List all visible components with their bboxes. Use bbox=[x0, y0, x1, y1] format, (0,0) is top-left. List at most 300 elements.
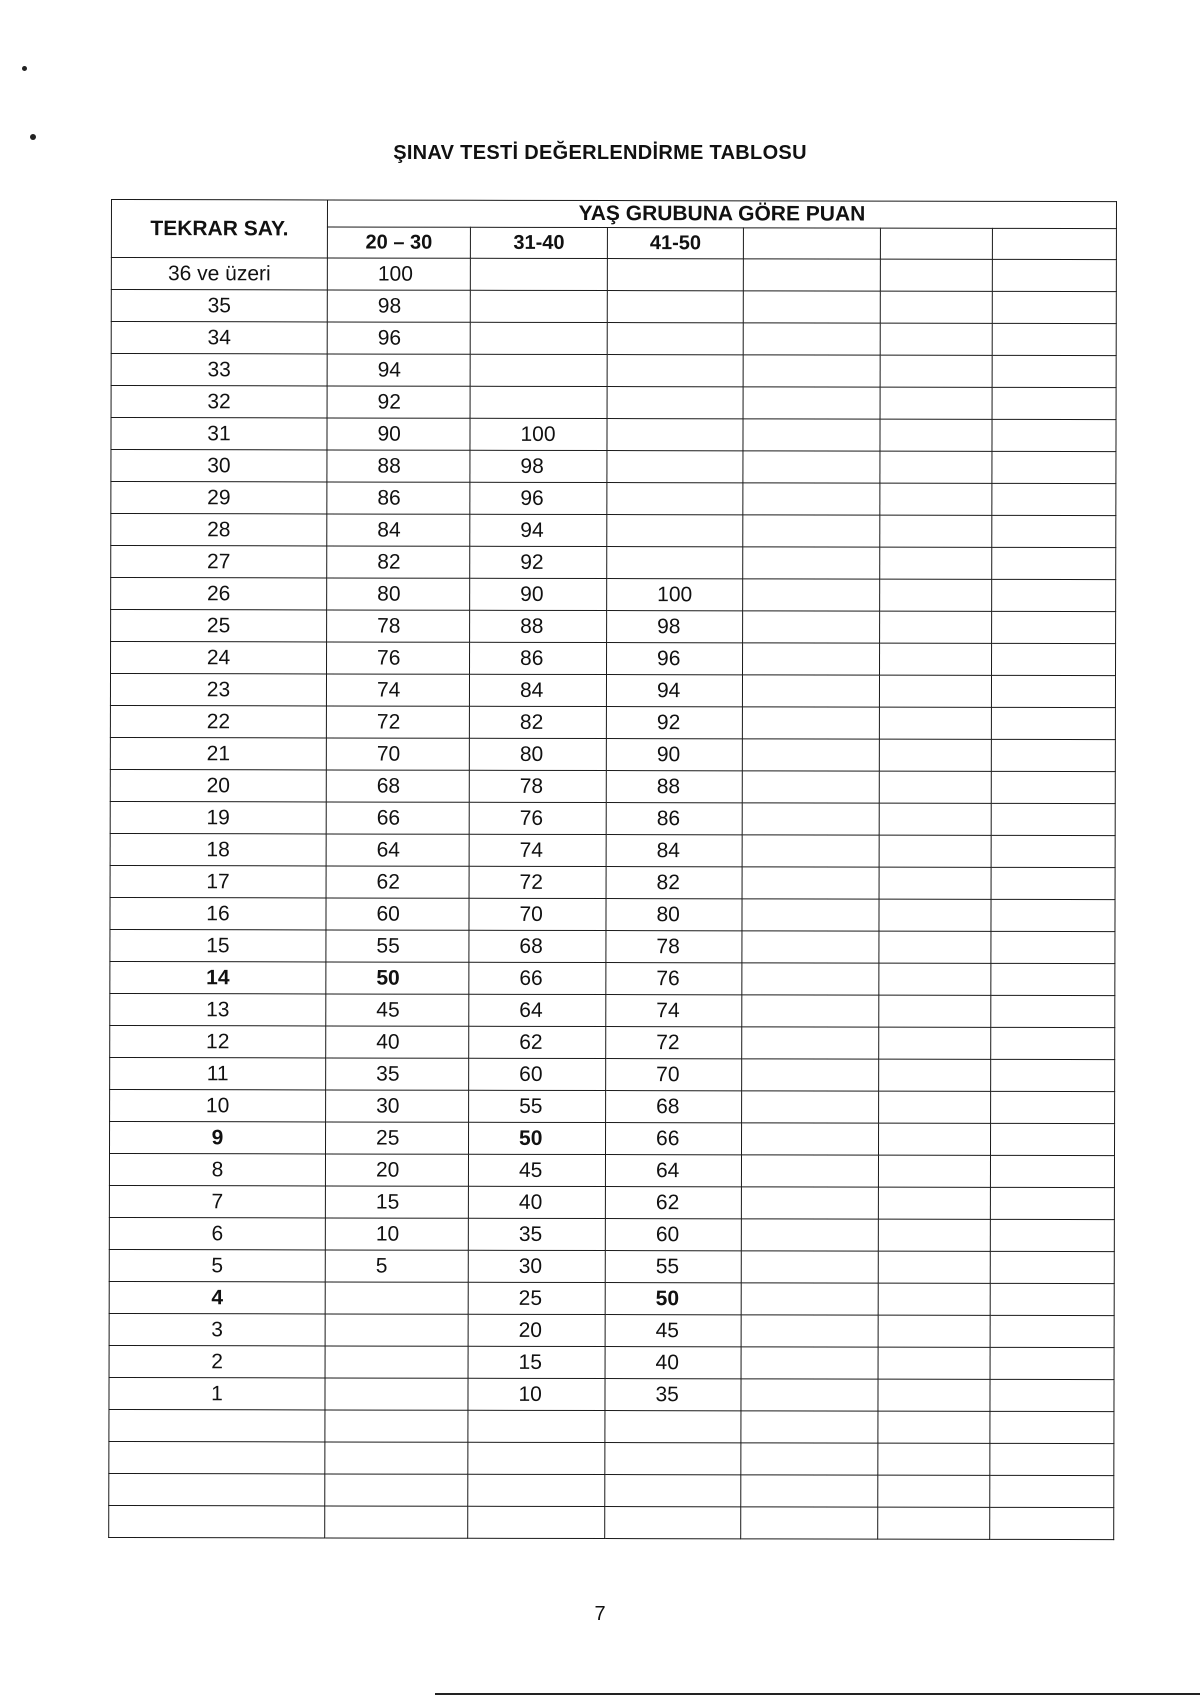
score-cell-20-30: 10 bbox=[325, 1218, 468, 1250]
empty-cell bbox=[743, 419, 880, 451]
empty-cell bbox=[741, 1155, 878, 1187]
empty-cell bbox=[741, 1283, 878, 1315]
empty-cell bbox=[741, 1379, 878, 1411]
score-cell-41-50 bbox=[607, 323, 743, 355]
score-cell-41-50: 64 bbox=[605, 1155, 741, 1187]
empty-cell bbox=[743, 355, 880, 387]
score-cell-41-50 bbox=[607, 483, 743, 515]
rep-count-cell: 23 bbox=[110, 674, 326, 706]
score-cell-41-50 bbox=[607, 419, 743, 451]
empty-cell bbox=[742, 803, 879, 835]
empty-cell bbox=[742, 1091, 879, 1123]
score-cell-41-50 bbox=[607, 547, 743, 579]
score-cell-41-50: 80 bbox=[606, 899, 742, 931]
table-row bbox=[110, 1089, 1115, 1123]
rep-count-cell bbox=[109, 1505, 325, 1537]
score-cell-41-50: 96 bbox=[607, 643, 743, 675]
score-cell-20-30: 70 bbox=[326, 738, 469, 770]
score-cell-41-50: 66 bbox=[605, 1123, 741, 1155]
empty-cell bbox=[992, 291, 1116, 323]
table-row bbox=[111, 610, 1116, 644]
empty-cell bbox=[741, 1347, 878, 1379]
rep-count-cell: 5 bbox=[109, 1249, 325, 1281]
empty-cell bbox=[742, 1059, 879, 1091]
rep-count-cell: 6 bbox=[109, 1217, 325, 1249]
empty-cell bbox=[990, 1315, 1114, 1347]
empty-cell bbox=[992, 355, 1116, 387]
table-row bbox=[111, 642, 1116, 676]
empty-cell bbox=[990, 1507, 1114, 1539]
empty-cell bbox=[991, 707, 1115, 739]
table-row bbox=[110, 897, 1115, 931]
table-row bbox=[111, 418, 1116, 452]
score-cell-31-40: 30 bbox=[468, 1250, 605, 1282]
empty-cell bbox=[990, 1443, 1114, 1475]
empty-cell bbox=[878, 1379, 990, 1411]
empty-cell bbox=[879, 1059, 991, 1091]
score-cell-41-50: 35 bbox=[605, 1379, 741, 1411]
score-cell-31-40: 60 bbox=[469, 1058, 606, 1090]
empty-cell bbox=[741, 1219, 878, 1251]
score-cell-20-30: 15 bbox=[325, 1186, 468, 1218]
table-row bbox=[110, 1121, 1115, 1155]
header-age-group: YAŞ GRUBUNA GÖRE PUAN bbox=[327, 200, 1116, 229]
score-cell-31-40: 20 bbox=[468, 1314, 605, 1346]
score-cell-31-40: 45 bbox=[468, 1154, 605, 1186]
column-header bbox=[880, 228, 992, 259]
score-cell-41-50: 78 bbox=[606, 931, 742, 963]
table-row bbox=[110, 1025, 1115, 1059]
score-cell-41-50 bbox=[607, 387, 743, 419]
rep-count-cell: 17 bbox=[110, 865, 326, 897]
empty-cell bbox=[990, 1283, 1114, 1315]
score-cell-41-50: 68 bbox=[606, 1091, 742, 1123]
score-cell-41-50 bbox=[605, 1443, 741, 1475]
empty-cell bbox=[742, 931, 879, 963]
footer-rule bbox=[435, 1693, 1200, 1695]
table-row bbox=[111, 258, 1116, 292]
column-header bbox=[992, 228, 1116, 259]
empty-cell bbox=[992, 483, 1116, 515]
empty-cell bbox=[743, 291, 880, 323]
table-row bbox=[111, 514, 1116, 548]
table-row bbox=[111, 482, 1116, 516]
empty-cell bbox=[990, 1411, 1114, 1443]
empty-cell bbox=[742, 1027, 879, 1059]
rep-count-cell: 28 bbox=[111, 514, 327, 546]
column-header: 20 – 30 bbox=[327, 227, 470, 258]
rep-count-cell: 20 bbox=[110, 769, 326, 801]
rep-count-cell: 8 bbox=[109, 1153, 325, 1185]
score-cell-41-50 bbox=[605, 1411, 741, 1443]
empty-cell bbox=[991, 899, 1115, 931]
empty-cell bbox=[742, 707, 879, 739]
score-cell-20-30: 62 bbox=[326, 866, 469, 898]
empty-cell bbox=[878, 1155, 990, 1187]
score-cell-31-40: 10 bbox=[468, 1378, 605, 1410]
score-cell-31-40 bbox=[470, 290, 607, 322]
column-header: 41-50 bbox=[607, 228, 743, 259]
rep-count-cell: 21 bbox=[110, 737, 326, 769]
empty-cell bbox=[743, 643, 880, 675]
empty-cell bbox=[991, 995, 1115, 1027]
table-row bbox=[109, 1473, 1114, 1507]
empty-cell bbox=[743, 323, 880, 355]
score-cell-20-30 bbox=[325, 1410, 468, 1442]
score-cell-20-30: 35 bbox=[326, 1058, 469, 1090]
empty-cell bbox=[741, 1475, 878, 1507]
score-cell-31-40: 72 bbox=[469, 866, 606, 898]
rep-count-cell bbox=[109, 1473, 325, 1505]
empty-cell bbox=[743, 579, 880, 611]
score-cell-20-30: 78 bbox=[327, 610, 470, 642]
scan-mark bbox=[30, 134, 36, 140]
score-cell-31-40 bbox=[468, 1410, 605, 1442]
score-cell-20-30: 5 bbox=[325, 1250, 468, 1282]
empty-cell bbox=[880, 259, 992, 291]
score-cell-41-50: 84 bbox=[606, 835, 742, 867]
empty-cell bbox=[741, 1123, 878, 1155]
column-header bbox=[743, 228, 880, 259]
rep-count-cell: 19 bbox=[110, 801, 326, 833]
table-row bbox=[111, 386, 1116, 420]
rep-count-cell: 35 bbox=[111, 290, 327, 322]
score-cell-31-40 bbox=[470, 386, 607, 418]
score-cell-20-30: 92 bbox=[327, 386, 470, 418]
empty-cell bbox=[991, 1059, 1115, 1091]
score-cell-41-50: 90 bbox=[606, 739, 742, 771]
empty-cell bbox=[743, 387, 880, 419]
empty-cell bbox=[992, 451, 1116, 483]
rep-count-cell: 9 bbox=[110, 1121, 326, 1153]
empty-cell bbox=[742, 675, 879, 707]
empty-cell bbox=[990, 1475, 1114, 1507]
empty-cell bbox=[742, 995, 879, 1027]
column-header: 31-40 bbox=[470, 227, 607, 258]
empty-cell bbox=[991, 931, 1115, 963]
empty-cell bbox=[880, 419, 992, 451]
score-table bbox=[108, 199, 1117, 1540]
rep-count-cell: 10 bbox=[110, 1089, 326, 1121]
rep-count-cell: 11 bbox=[110, 1057, 326, 1089]
empty-cell bbox=[990, 1123, 1114, 1155]
score-cell-41-50: 92 bbox=[606, 707, 742, 739]
score-cell-20-30: 45 bbox=[326, 994, 469, 1026]
table-row bbox=[111, 354, 1116, 388]
empty-cell bbox=[879, 675, 991, 707]
rep-count-cell: 31 bbox=[111, 418, 327, 450]
empty-cell bbox=[990, 1187, 1114, 1219]
score-cell-20-30: 55 bbox=[326, 930, 469, 962]
empty-cell bbox=[992, 515, 1116, 547]
score-cell-31-40: 88 bbox=[470, 610, 607, 642]
score-cell-41-50: 82 bbox=[606, 867, 742, 899]
table-row bbox=[111, 290, 1116, 324]
score-cell-20-30: 50 bbox=[326, 962, 469, 994]
rep-count-cell: 18 bbox=[110, 833, 326, 865]
rep-count-cell bbox=[109, 1441, 325, 1473]
empty-cell bbox=[741, 1443, 878, 1475]
score-cell-41-50: 100 bbox=[607, 579, 743, 611]
score-cell-31-40 bbox=[470, 322, 607, 354]
empty-cell bbox=[880, 547, 992, 579]
empty-cell bbox=[991, 867, 1115, 899]
score-cell-20-30: 40 bbox=[326, 1026, 469, 1058]
score-cell-20-30: 25 bbox=[326, 1122, 469, 1154]
rep-count-cell: 15 bbox=[110, 929, 326, 961]
score-cell-31-40: 64 bbox=[469, 994, 606, 1026]
score-cell-41-50 bbox=[607, 355, 743, 387]
table-row bbox=[110, 737, 1115, 771]
score-cell-20-30: 96 bbox=[327, 322, 470, 354]
empty-cell bbox=[880, 323, 992, 355]
score-cell-41-50 bbox=[607, 291, 743, 323]
score-cell-31-40 bbox=[468, 1474, 605, 1506]
table-row bbox=[109, 1441, 1114, 1475]
page-title: ŞINAV TESTİ DEĞERLENDİRME TABLOSU bbox=[393, 142, 807, 164]
score-cell-20-30: 94 bbox=[327, 354, 470, 386]
empty-cell bbox=[743, 515, 880, 547]
table-row bbox=[110, 929, 1115, 963]
score-cell-41-50: 62 bbox=[605, 1187, 741, 1219]
empty-cell bbox=[991, 835, 1115, 867]
table-row bbox=[111, 578, 1116, 612]
score-cell-31-40: 68 bbox=[469, 930, 606, 962]
score-cell-20-30: 20 bbox=[325, 1154, 468, 1186]
rep-count-cell: 36 ve üzeri bbox=[111, 258, 327, 290]
score-cell-31-40 bbox=[468, 1442, 605, 1474]
rep-count-cell: 26 bbox=[111, 578, 327, 610]
table-row bbox=[109, 1217, 1114, 1251]
score-cell-20-30: 100 bbox=[327, 258, 470, 290]
score-cell-41-50: 76 bbox=[606, 963, 742, 995]
empty-cell bbox=[879, 1091, 991, 1123]
score-cell-20-30: 64 bbox=[326, 834, 469, 866]
score-cell-20-30: 82 bbox=[327, 546, 470, 578]
table-row bbox=[110, 1057, 1115, 1091]
score-cell-31-40: 62 bbox=[469, 1026, 606, 1058]
empty-cell bbox=[742, 771, 879, 803]
score-cell-20-30: 86 bbox=[327, 482, 470, 514]
empty-cell bbox=[880, 643, 992, 675]
empty-cell bbox=[879, 803, 991, 835]
score-cell-20-30 bbox=[325, 1474, 468, 1506]
empty-cell bbox=[990, 1219, 1114, 1251]
empty-cell bbox=[743, 259, 880, 291]
score-cell-41-50 bbox=[605, 1507, 741, 1539]
empty-cell bbox=[742, 739, 879, 771]
empty-cell bbox=[991, 1027, 1115, 1059]
table-row bbox=[109, 1409, 1114, 1443]
empty-cell bbox=[742, 963, 879, 995]
empty-cell bbox=[743, 547, 880, 579]
score-cell-20-30 bbox=[325, 1378, 468, 1410]
table-row bbox=[109, 1313, 1114, 1347]
table-row bbox=[110, 801, 1115, 835]
empty-cell bbox=[741, 1251, 878, 1283]
score-cell-31-40: 94 bbox=[470, 514, 607, 546]
empty-cell bbox=[880, 387, 992, 419]
empty-cell bbox=[878, 1315, 990, 1347]
empty-cell bbox=[879, 835, 991, 867]
score-cell-20-30: 84 bbox=[327, 514, 470, 546]
empty-cell bbox=[992, 387, 1116, 419]
score-cell-20-30: 90 bbox=[327, 418, 470, 450]
empty-cell bbox=[992, 579, 1116, 611]
score-cell-41-50: 94 bbox=[606, 675, 742, 707]
table-row bbox=[111, 450, 1116, 484]
score-cell-31-40: 74 bbox=[469, 834, 606, 866]
rep-count-cell: 12 bbox=[110, 1025, 326, 1057]
score-cell-31-40: 15 bbox=[468, 1346, 605, 1378]
empty-cell bbox=[991, 1091, 1115, 1123]
score-cell-41-50: 60 bbox=[605, 1219, 741, 1251]
score-cell-20-30: 68 bbox=[326, 770, 469, 802]
score-cell-31-40: 96 bbox=[470, 482, 607, 514]
empty-cell bbox=[878, 1507, 990, 1539]
table-header bbox=[111, 200, 1116, 260]
rep-count-cell: 33 bbox=[111, 354, 327, 386]
score-cell-41-50 bbox=[605, 1475, 741, 1507]
empty-cell bbox=[743, 611, 880, 643]
empty-cell bbox=[991, 739, 1115, 771]
empty-cell bbox=[879, 707, 991, 739]
empty-cell bbox=[878, 1283, 990, 1315]
empty-cell bbox=[878, 1219, 990, 1251]
rep-count-cell: 34 bbox=[111, 322, 327, 354]
empty-cell bbox=[742, 867, 879, 899]
rep-count-cell bbox=[109, 1409, 325, 1441]
empty-cell bbox=[992, 323, 1116, 355]
empty-cell bbox=[880, 355, 992, 387]
score-cell-20-30: 74 bbox=[326, 674, 469, 706]
empty-cell bbox=[880, 451, 992, 483]
score-cell-41-50: 74 bbox=[606, 995, 742, 1027]
score-cell-20-30: 72 bbox=[326, 706, 469, 738]
score-cell-20-30: 88 bbox=[327, 450, 470, 482]
score-cell-31-40: 55 bbox=[469, 1090, 606, 1122]
table-row bbox=[109, 1377, 1114, 1411]
scan-mark bbox=[22, 66, 27, 71]
score-cell-41-50: 98 bbox=[607, 611, 743, 643]
score-cell-31-40: 98 bbox=[470, 450, 607, 482]
empty-cell bbox=[880, 579, 992, 611]
rep-count-cell: 16 bbox=[110, 897, 326, 929]
score-cell-31-40: 82 bbox=[469, 706, 606, 738]
empty-cell bbox=[990, 1379, 1114, 1411]
rep-count-cell: 1 bbox=[109, 1377, 325, 1409]
table-row bbox=[109, 1153, 1114, 1187]
score-cell-31-40: 92 bbox=[470, 546, 607, 578]
empty-cell bbox=[879, 867, 991, 899]
table-row bbox=[110, 961, 1115, 995]
table-row bbox=[109, 1281, 1114, 1315]
empty-cell bbox=[991, 963, 1115, 995]
score-cell-20-30 bbox=[325, 1506, 468, 1538]
empty-cell bbox=[991, 771, 1115, 803]
score-cell-31-40: 78 bbox=[469, 770, 606, 802]
score-cell-31-40: 40 bbox=[468, 1186, 605, 1218]
score-cell-20-30 bbox=[325, 1314, 468, 1346]
score-cell-31-40 bbox=[468, 1506, 605, 1538]
page-number: 7 bbox=[594, 1603, 606, 1625]
score-cell-31-40: 100 bbox=[470, 418, 607, 450]
table-row bbox=[111, 546, 1116, 580]
table-row bbox=[110, 769, 1115, 803]
score-cell-31-40: 86 bbox=[470, 642, 607, 674]
score-cell-41-50: 72 bbox=[606, 1027, 742, 1059]
table-row bbox=[109, 1345, 1114, 1379]
score-cell-31-40: 84 bbox=[469, 674, 606, 706]
rep-count-cell: 24 bbox=[111, 642, 327, 674]
empty-cell bbox=[880, 483, 992, 515]
empty-cell bbox=[992, 259, 1116, 291]
empty-cell bbox=[879, 1027, 991, 1059]
empty-cell bbox=[741, 1315, 878, 1347]
rep-count-cell: 4 bbox=[109, 1281, 325, 1313]
score-cell-41-50 bbox=[607, 451, 743, 483]
empty-cell bbox=[741, 1411, 878, 1443]
score-cell-31-40 bbox=[470, 354, 607, 386]
empty-cell bbox=[879, 931, 991, 963]
score-cell-20-30: 76 bbox=[327, 642, 470, 674]
table-row bbox=[110, 993, 1115, 1027]
empty-cell bbox=[880, 611, 992, 643]
score-cell-31-40: 90 bbox=[470, 578, 607, 610]
rep-count-cell: 25 bbox=[111, 610, 327, 642]
rep-count-cell: 22 bbox=[110, 705, 326, 737]
empty-cell bbox=[879, 739, 991, 771]
empty-cell bbox=[991, 675, 1115, 707]
empty-cell bbox=[743, 483, 880, 515]
score-cell-20-30: 80 bbox=[327, 578, 470, 610]
score-cell-41-50 bbox=[607, 515, 743, 547]
rep-count-cell: 32 bbox=[111, 386, 327, 418]
rep-count-cell: 3 bbox=[109, 1313, 325, 1345]
empty-cell bbox=[878, 1251, 990, 1283]
table-row bbox=[110, 705, 1115, 739]
table-row bbox=[110, 865, 1115, 899]
empty-cell bbox=[879, 899, 991, 931]
rep-count-cell: 14 bbox=[110, 961, 326, 993]
score-cell-41-50: 70 bbox=[606, 1059, 742, 1091]
empty-cell bbox=[879, 771, 991, 803]
score-cell-20-30 bbox=[325, 1282, 468, 1314]
score-cell-31-40 bbox=[470, 258, 607, 290]
empty-cell bbox=[990, 1251, 1114, 1283]
empty-cell bbox=[878, 1187, 990, 1219]
score-cell-41-50: 50 bbox=[605, 1283, 741, 1315]
table-row bbox=[109, 1505, 1114, 1539]
rep-count-cell: 7 bbox=[109, 1185, 325, 1217]
empty-cell bbox=[878, 1443, 990, 1475]
empty-cell bbox=[743, 451, 880, 483]
table-row bbox=[109, 1249, 1114, 1283]
score-cell-20-30: 60 bbox=[326, 898, 469, 930]
empty-cell bbox=[878, 1411, 990, 1443]
empty-cell bbox=[878, 1475, 990, 1507]
table-body bbox=[109, 258, 1117, 1540]
score-cell-31-40: 76 bbox=[469, 802, 606, 834]
score-cell-20-30 bbox=[325, 1442, 468, 1474]
empty-cell bbox=[741, 1187, 878, 1219]
empty-cell bbox=[880, 515, 992, 547]
table-row bbox=[110, 833, 1115, 867]
empty-cell bbox=[741, 1507, 878, 1539]
table-row bbox=[109, 1185, 1114, 1219]
empty-cell bbox=[742, 835, 879, 867]
score-cell-31-40: 70 bbox=[469, 898, 606, 930]
